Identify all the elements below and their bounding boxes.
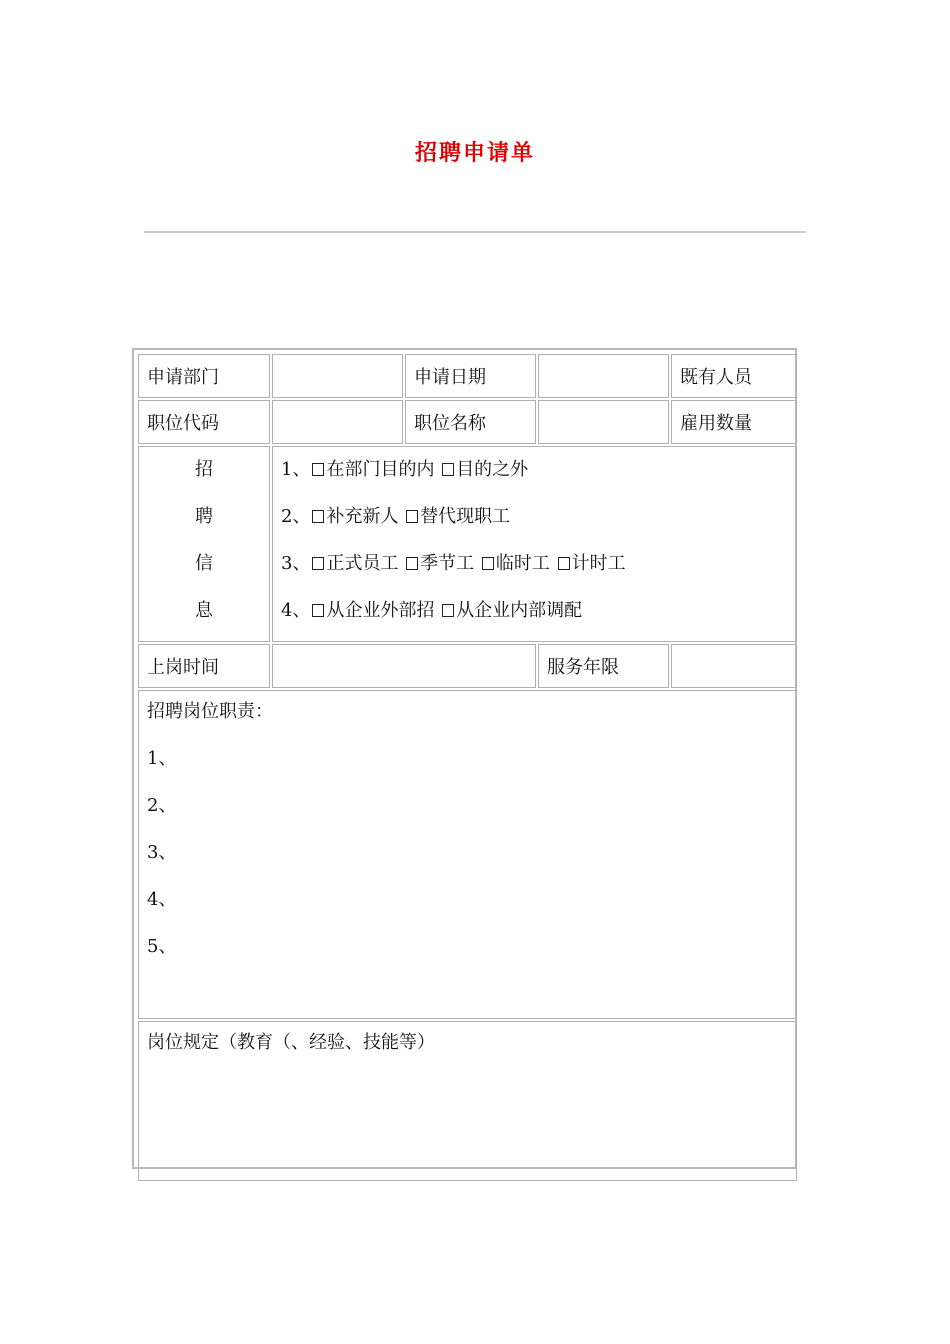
checkbox-new-staff[interactable] [312,510,324,523]
form-row-info [138,446,797,642]
form-row-duties [138,690,797,1019]
page-title: 招聘申请单 [414,141,535,166]
form-row-requirements [138,1021,797,1181]
option-label: 补充新人 [326,506,399,527]
name-label: 职位名称 [405,400,536,444]
duty-line: 4、 [147,889,177,910]
option-line-3 [281,547,788,594]
duty-line: 1、 [147,748,177,769]
form-row-1 [138,354,797,398]
duties-section[interactable] [138,690,797,1019]
staff-label: 既有人员 [671,354,797,398]
option-label: 目的之外 [456,459,529,480]
checkbox-regular[interactable] [312,557,324,570]
option-label: 在部门目的内 [326,459,435,480]
date-field[interactable] [538,354,669,398]
checkbox-out-of-plan[interactable] [442,463,454,476]
info-label-char: 息 [195,600,213,621]
option-line-1 [281,453,788,500]
name-field[interactable] [538,400,669,444]
info-label-char: 信 [195,553,213,574]
requirements-section[interactable] [138,1021,797,1181]
checkbox-replacement[interactable] [406,510,418,523]
dept-field[interactable] [272,354,403,398]
start-field[interactable] [272,644,536,688]
option-label: 正式员工 [326,553,399,574]
count-label: 雇用数量 [671,400,797,444]
option-prefix: 1、 [281,459,311,480]
service-label: 服务年限 [538,644,669,688]
form-row-4 [138,644,797,688]
duty-line: 2、 [147,795,177,816]
option-label: 替代现职工 [420,506,511,527]
recruitment-form [132,348,797,1169]
option-label: 季节工 [420,553,475,574]
form-table [136,352,799,1183]
checkbox-external[interactable] [312,604,324,617]
date-label: 申请日期 [405,354,536,398]
title-divider [144,231,806,233]
option-line-4 [281,594,788,641]
checkbox-hourly[interactable] [558,557,570,570]
option-prefix: 4、 [281,600,311,621]
form-row-2 [138,400,797,444]
info-label [138,446,270,642]
service-field[interactable] [671,644,797,688]
duty-line: 3、 [147,842,177,863]
option-label: 从企业内部调配 [456,600,583,621]
info-label-char: 聘 [195,506,213,527]
dept-label: 申请部门 [138,354,270,398]
info-label-char: 招 [195,459,213,480]
option-prefix: 2、 [281,506,311,527]
start-label: 上岗时间 [138,644,270,688]
option-prefix: 3、 [281,553,311,574]
option-label: 从企业外部招 [326,600,435,621]
option-label: 计时工 [571,553,626,574]
checkbox-in-plan[interactable] [312,463,324,476]
code-label: 职位代码 [138,400,270,444]
checkbox-seasonal[interactable] [406,557,418,570]
info-options [272,446,797,642]
checkbox-temporary[interactable] [482,557,494,570]
duty-line: 5、 [147,936,177,957]
duties-label: 招聘岗位职责： [147,701,273,722]
option-line-2 [281,500,788,547]
option-label: 临时工 [495,553,550,574]
requirements-label: 岗位规定（教育（、经验、技能等） [147,1032,435,1053]
code-field[interactable] [272,400,403,444]
checkbox-internal[interactable] [442,604,454,617]
